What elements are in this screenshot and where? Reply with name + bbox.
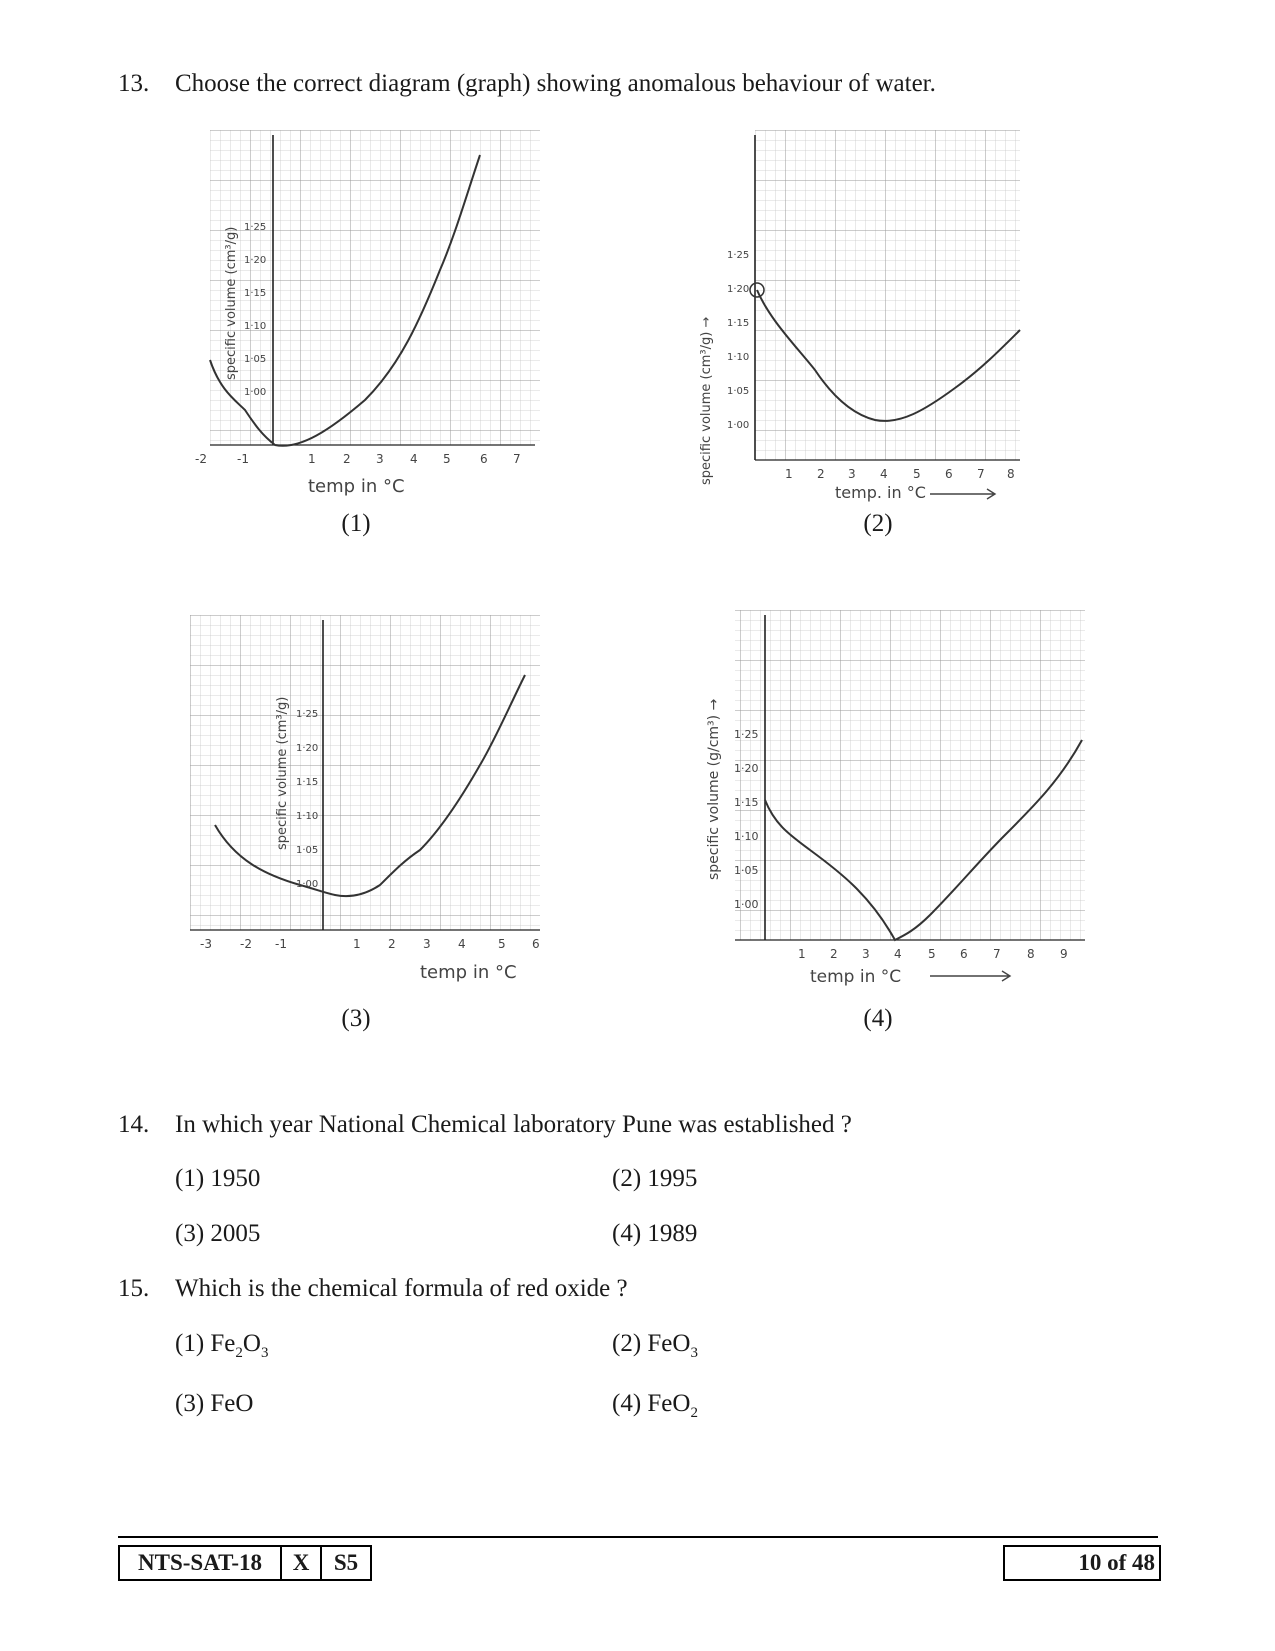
graph-1-xtick: -2 <box>195 452 207 466</box>
graph-4-xticks <box>798 947 1068 961</box>
graph-3-xtick: 4 <box>458 937 466 951</box>
graph-4-ytick: 1·20 <box>734 762 759 775</box>
graph-4-xtick: 8 <box>1027 947 1035 961</box>
graph-3-ytick: 1·05 <box>296 845 319 856</box>
graph-3-xtick: -2 <box>240 937 252 951</box>
q15-option-4 <box>612 1390 698 1422</box>
graph-2-xtick: 7 <box>977 467 985 481</box>
graph-1-ytick: 1·10 <box>244 321 267 332</box>
graph-4-xtick: 3 <box>862 947 870 961</box>
graph-2-svg <box>685 130 1025 500</box>
graph-1-ytick: 1·15 <box>244 288 267 299</box>
q14-option-2: (2) 1995 <box>612 1165 698 1192</box>
q15-option-2 <box>612 1330 698 1362</box>
q13-number: 13. <box>118 70 150 97</box>
graph-4-ytick: 1·15 <box>734 796 759 809</box>
graph-3-ytick: 1·20 <box>296 743 319 754</box>
graph-4-xtick: 6 <box>960 947 968 961</box>
graph-2-ytick: 1·25 <box>727 250 750 261</box>
opt-sub: 2 <box>235 1345 243 1361</box>
opt-sub: 3 <box>260 1345 269 1361</box>
graph-2 <box>685 130 1025 500</box>
q15-text: Which is the chemical formula of red oxide ? <box>175 1275 628 1302</box>
graph-4-xtick: 9 <box>1060 947 1068 961</box>
graph-1-xtick: 1 <box>308 452 316 466</box>
graph-2-xtick: 5 <box>913 467 921 481</box>
graph-1 <box>195 130 540 500</box>
graph-3-ytick: 1·15 <box>296 777 319 788</box>
graph-2-xtick: 4 <box>880 467 888 481</box>
graph-1-caption: (1) <box>341 510 371 537</box>
graph-1-xtick: 4 <box>410 452 418 466</box>
graph-2-ytick: 1·05 <box>727 386 750 397</box>
graph-4-xtick: 4 <box>894 947 902 961</box>
graph-4-xtick: 2 <box>830 947 838 961</box>
graph-3-xtick: -1 <box>275 937 287 951</box>
graph-1-ytick: 1·20 <box>244 255 267 266</box>
graph-1-xtick: 6 <box>480 452 488 466</box>
graph-1-xticks <box>195 452 521 466</box>
graph-3-xtick: 3 <box>423 937 431 951</box>
opt-sub: 3 <box>690 1345 698 1361</box>
graph-4-ytick: 1·05 <box>734 864 759 877</box>
graph-2-xtick: 8 <box>1007 467 1015 481</box>
footer-rule <box>118 1536 1158 1538</box>
footer-page: 10 of 48 <box>1003 1545 1161 1581</box>
footer-class: X <box>280 1545 322 1581</box>
graph-3-xtick: 1 <box>353 937 361 951</box>
graph-3 <box>190 615 550 995</box>
graph-2-xticks <box>785 467 1015 481</box>
graph-3-svg <box>190 615 550 995</box>
graph-2-ytick: 1·00 <box>727 420 750 431</box>
graph-2-caption: (2) <box>863 510 893 537</box>
graph-2-xtick: 2 <box>817 467 825 481</box>
opt-text: (3) FeO <box>175 1390 254 1417</box>
graph-2-xtick: 6 <box>945 467 953 481</box>
q15-option-1 <box>175 1330 268 1362</box>
graph-4-caption: (4) <box>863 1005 893 1032</box>
q14-text: In which year National Chemical laboratory Pune was established ? <box>175 1111 852 1138</box>
q14-option-1: (1) 1950 <box>175 1165 261 1192</box>
q14-option-3: (3) 2005 <box>175 1220 261 1247</box>
graph-4-ylabel: specific volume (g/cm³) → <box>706 698 722 880</box>
graph-3-xlabel: temp in °C <box>420 962 517 983</box>
graph-2-ylabel: specific volume (cm³/g) → <box>699 316 714 485</box>
graph-2-ytick: 1·10 <box>727 352 750 363</box>
graph-1-xtick: 2 <box>343 452 351 466</box>
graph-4-xtick: 7 <box>993 947 1001 961</box>
graph-4-ytick: 1·25 <box>734 728 759 741</box>
graph-4-ytick: 1·10 <box>734 830 759 843</box>
graph-1-svg <box>195 130 540 500</box>
graph-2-ytick: 1·15 <box>727 318 750 329</box>
q15-number: 15. <box>118 1275 150 1302</box>
graph-1-xtick: 3 <box>376 452 384 466</box>
graph-1-xtick: 7 <box>513 452 521 466</box>
graph-2-yticks <box>727 250 749 431</box>
opt-text: (1) Fe <box>175 1330 236 1357</box>
graph-3-xtick: 6 <box>532 937 540 951</box>
graph-3-ytick: 1·00 <box>296 879 319 890</box>
graph-3-xticks <box>200 937 540 951</box>
q13-text: Choose the correct diagram (graph) showing anomalous behaviour of water. <box>175 70 936 97</box>
graph-1-xtick: 5 <box>443 452 451 466</box>
graph-1-xtick: -1 <box>237 452 249 466</box>
graph-2-xtick: 3 <box>848 467 856 481</box>
graph-3-ylabel: specific volume (cm³/g) <box>275 696 290 850</box>
graph-3-ytick: 1·25 <box>296 709 319 720</box>
graph-4-xtick: 1 <box>798 947 806 961</box>
footer-code: NTS-SAT-18 <box>118 1545 282 1581</box>
graph-1-ylabel: specific volume (cm³/g) <box>224 226 239 380</box>
graph-4-xtick: 5 <box>928 947 936 961</box>
graph-4-svg <box>690 610 1090 990</box>
graph-3-caption: (3) <box>341 1005 371 1032</box>
arrow-right-icon <box>930 971 1010 981</box>
graph-3-ytick: 1·10 <box>296 811 319 822</box>
graph-3-xtick: -3 <box>200 937 212 951</box>
graph-4 <box>690 610 1090 990</box>
arrow-right-icon <box>930 489 995 499</box>
q14-option-4: (4) 1989 <box>612 1220 698 1247</box>
graph-1-ytick: 1·25 <box>244 222 267 233</box>
graph-1-ytick: 1·00 <box>244 387 267 398</box>
graph-3-xtick: 2 <box>388 937 396 951</box>
graph-1-ytick: 1·05 <box>244 354 267 365</box>
footer-set: S5 <box>320 1545 372 1581</box>
opt-text: (4) FeO <box>612 1390 691 1417</box>
graph-4-xlabel: temp in °C <box>810 967 902 987</box>
graph-1-xlabel: temp in °C <box>308 476 405 497</box>
graph-2-xlabel: temp. in °C <box>835 483 926 502</box>
q14-number: 14. <box>118 1111 150 1138</box>
graph-2-ytick: 1·20 <box>727 284 750 295</box>
graph-4-ytick: 1·00 <box>734 898 759 911</box>
graph-2-xtick: 1 <box>785 467 793 481</box>
opt-text: O <box>242 1330 261 1357</box>
graph-3-xtick: 5 <box>498 937 506 951</box>
opt-sub: 2 <box>690 1405 698 1421</box>
q15-option-3 <box>175 1390 253 1418</box>
opt-text: (2) FeO <box>612 1330 691 1357</box>
